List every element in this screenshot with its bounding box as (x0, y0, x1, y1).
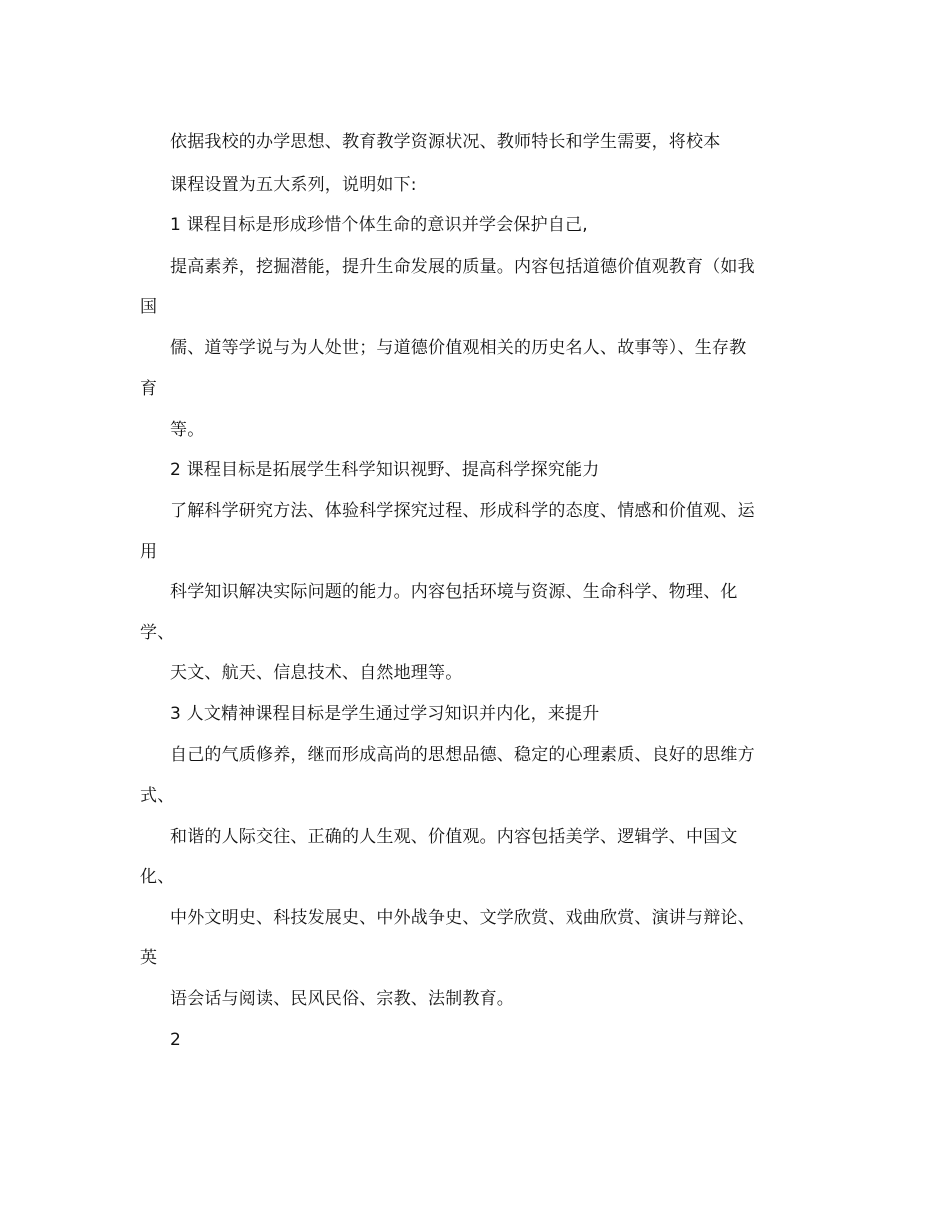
paragraph-line: 科学知识解决实际问题的能力。内容包括环境与资源、生命科学、物理、化 (170, 582, 738, 602)
paragraph-line: 英 (140, 948, 158, 968)
paragraph-line: 和谐的人际交往、正确的人生观、价值观。内容包括美学、逻辑学、中国文 (170, 827, 738, 847)
section-heading-3: 3 人文精神课程目标是学生通过学习知识并内化，来提升 (170, 704, 600, 724)
paragraph-line: 儒、道等学说与为人处世；与道德价值观相关的历史名人、故事等）、生存教 (170, 338, 747, 358)
paragraph-line: 式、 (140, 786, 175, 806)
paragraph-line: 自己的气质修养，继而形成高尚的思想品德、稳定的心理素质、良好的思维方 (170, 745, 755, 765)
paragraph-line: 依据我校的办学思想、教育教学资源状况、教师特长和学生需要，将校本 (170, 132, 721, 152)
paragraph-line: 了解科学研究方法、体验科学探究过程、形成科学的态度、情感和价值观、运 (170, 501, 755, 521)
paragraph-line: 育 (140, 379, 158, 399)
paragraph-line: 提高素养，挖掘潜能，提升生命发展的质量。内容包括道德价值观教育（如我 (170, 257, 755, 277)
section-heading-1: 1 课程目标是形成珍惜个体生命的意识并学会保护自己, (170, 215, 588, 235)
page-number: 2 (170, 1030, 182, 1050)
paragraph-line: 用 (140, 542, 158, 562)
paragraph-line: 语会话与阅读、民风民俗、宗教、法制教育。 (170, 989, 514, 1009)
paragraph-line: 天文、航天、信息技术、自然地理等。 (170, 663, 463, 683)
paragraph-line: 学、 (140, 623, 175, 643)
paragraph-line: 等。 (170, 420, 205, 440)
paragraph-line: 国 (140, 297, 158, 317)
paragraph-line: 课程设置为五大系列，说明如下: (170, 175, 417, 195)
paragraph-line: 中外文明史、科技发展史、中外战争史、文学欣赏、戏曲欣赏、演讲与辩论、 (170, 908, 755, 928)
section-heading-2: 2 课程目标是拓展学生科学知识视野、提高科学探究能力 (170, 460, 600, 480)
paragraph-line: 化、 (140, 867, 175, 887)
